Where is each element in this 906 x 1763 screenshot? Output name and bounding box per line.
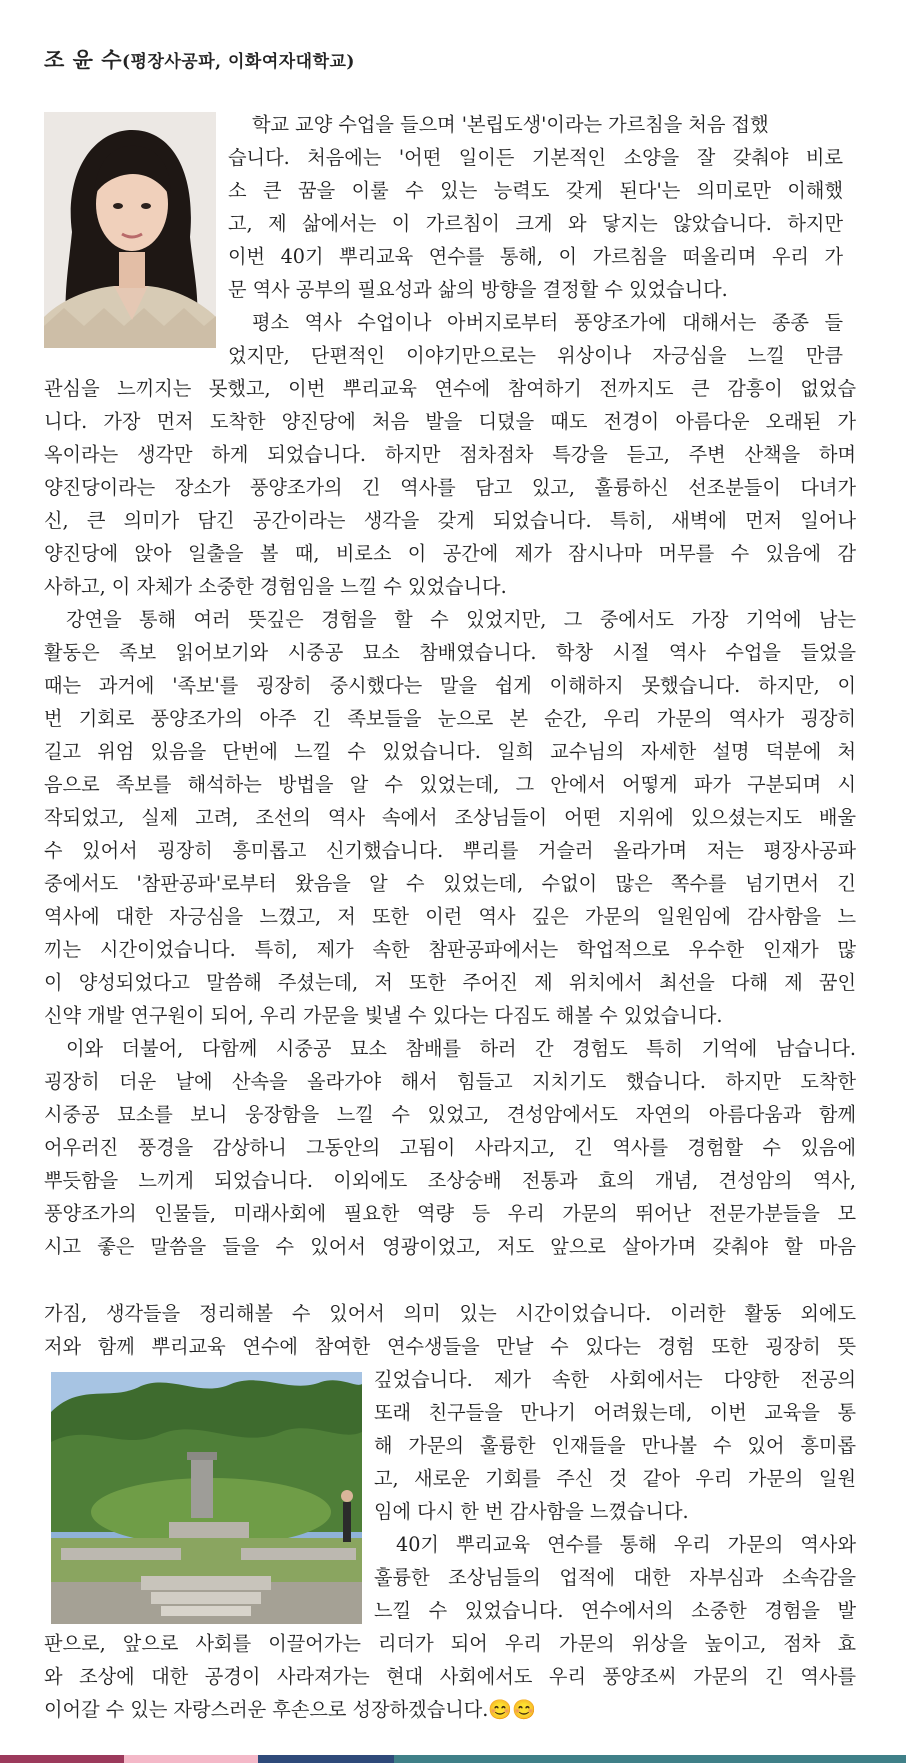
text-line: 길고 위엄 있음을 단번에 느낄 수 있었습니다. 일희 교수님의 자세한 설명 덕분에 처 <box>44 740 856 763</box>
author-name: 조 윤 수 <box>44 47 122 72</box>
text-line: 신, 큰 의미가 담긴 공간이라는 생각을 갖게 되었습니다. 특히, 새벽에 먼저 일어나 <box>44 509 856 532</box>
text-line: 어우러진 풍경을 감상하니 그동안의 고됨이 사라지고, 긴 역사를 경험할 수 있음에 <box>44 1136 856 1159</box>
text-line: 었지만, 단편적인 이야기만으로는 위상이나 자긍심을 느낄 만큼 <box>228 344 843 367</box>
text-line: 때는 과거에 '족보'를 굉장히 중시했다는 말을 쉽게 이해하지 못했습니다. 하지만, 이 <box>44 674 856 697</box>
text-line: 수 있어서 굉장히 흥미롭고 신기했습니다. 뿌리를 거슬러 올라가며 저는 평장사공파 <box>44 839 856 862</box>
text-line: 습니다. 처음에는 '어떤 일이든 기본적인 소양을 잘 갖춰야 비로 <box>228 146 843 169</box>
text-line: 평소 역사 수업이나 아버지로부터 풍양조가에 대해서는 종종 들 <box>252 311 843 334</box>
text-line: 관심을 느끼지는 못했고, 이번 뿌리교육 연수에 참여하기 전까지도 큰 감흥이 없었습 <box>44 377 856 400</box>
text-line: 양진당에 앉아 일출을 볼 때, 비로소 이 공간에 제가 잠시나마 머무를 수 있음에 감 <box>44 542 856 565</box>
text-line: 문 역사 공부의 필요성과 삶의 방향을 결정할 수 있었습니다. <box>228 278 728 301</box>
footer-bar-segment <box>124 1755 258 1763</box>
tomb-visit-photo <box>51 1372 362 1624</box>
text-line: 신약 개발 연구원이 되어, 우리 가문을 빛낼 수 있다는 다짐도 해볼 수 있었습니다. <box>44 1004 723 1027</box>
text-line: 저와 함께 뿌리교육 연수에 참여한 연수생들을 만날 수 있다는 경험 또한 굉장히 뜻 <box>44 1335 856 1358</box>
text-line: 시중공 묘소를 보니 웅장함을 느낄 수 있었고, 견성암에서도 자연의 아름다움과 함께 <box>44 1103 856 1126</box>
page-title <box>44 44 355 74</box>
text-line: 해 가문의 훌륭한 인재들을 만나볼 수 있어 흥미롭 <box>374 1434 856 1457</box>
author-portrait-photo <box>44 112 216 348</box>
text-line: 이 양성되었다고 말씀해 주셨는데, 저 또한 주어진 제 위치에서 최선을 다해 제 꿈인 <box>44 971 856 994</box>
text-line: 판으로, 앞으로 사회를 이끌어가는 리더가 되어 우리 가문의 위상을 높이고, 점차 효 <box>44 1632 856 1655</box>
text-line: 강연을 통해 여러 뜻깊은 경험을 할 수 있었지만, 그 중에서도 가장 기억에 남는 <box>66 608 856 631</box>
text-line: 소 큰 꿈을 이룰 수 있는 능력도 갖게 된다'는 의미로만 이해했 <box>228 179 843 202</box>
text-line: 중에서도 '참판공파'로부터 왔음을 알 수 있었는데, 수없이 많은 쪽수를 넘기면서 긴 <box>44 872 856 895</box>
text-line: 뿌듯함을 느끼게 되었습니다. 이외에도 조상숭배 전통과 효의 개념, 견성암의 역사, <box>44 1169 856 1192</box>
text-line: 느낄 수 있었습니다. 연수에서의 소중한 경험을 발 <box>374 1599 856 1622</box>
text-line: 학교 교양 수업을 들으며 '본립도생'이라는 가르침을 처음 접했 <box>252 113 769 136</box>
text-line: 또래 친구들을 만나기 어려웠는데, 이번 교육을 통 <box>374 1401 856 1424</box>
text-line: 이번 40기 뿌리교육 연수를 통해, 이 가르침을 떠올리며 우리 가 <box>228 245 843 268</box>
author-affiliation: (평장사공파, 이화여자대학교) <box>121 52 355 72</box>
text-line: 고, 새로운 기회를 주신 것 같아 우리 가문의 일원 <box>374 1467 856 1490</box>
text-line: 훌륭한 조상님들의 업적에 대한 자부심과 소속감을 <box>374 1566 856 1589</box>
text-line: 활동은 족보 읽어보기와 시중공 묘소 참배였습니다. 학창 시절 역사 수업을 들었을 <box>44 641 856 664</box>
footer-bar-segment <box>394 1755 906 1763</box>
text-line: 번 기회로 풍양조가의 아주 긴 족보들을 눈으로 본 순간, 우리 가문의 역사가 굉장히 <box>44 707 856 730</box>
text-line: 이와 더불어, 다함께 시중공 묘소 참배를 하러 간 경험도 특히 기억에 남습니다. <box>66 1037 856 1060</box>
text-line: 가짐, 생각들을 정리해볼 수 있어서 의미 있는 시간이었습니다. 이러한 활동 외에도 <box>44 1302 856 1325</box>
text-line: 깊었습니다. 제가 속한 사회에서는 다양한 전공의 <box>374 1368 856 1391</box>
text-line: 니다. 가장 먼저 도착한 양진당에 처음 발을 디뎠을 때도 전경이 아름다운 오래된 가 <box>44 410 856 433</box>
text-line: 40기 뿌리교육 연수를 통해 우리 가문의 역사와 <box>396 1533 856 1556</box>
text-line: 옥이라는 생각만 하게 되었습니다. 하지만 점차점차 특강을 듣고, 주변 산책을 하며 <box>44 443 856 466</box>
text-line: 임에 다시 한 번 감사함을 느꼈습니다. <box>374 1500 689 1523</box>
text-line: 와 조상에 대한 공경이 사라져가는 현대 사회에서도 우리 풍양조씨 가문의 긴 역사를 <box>44 1665 856 1688</box>
text-line: 음으로 족보를 해석하는 방법을 알 수 있었는데, 그 안에서 어떻게 파가 구분되며 시 <box>44 773 856 796</box>
text-line: 고, 제 삶에서는 이 가르침이 크게 와 닿지는 않았습니다. 하지만 <box>228 212 843 235</box>
text-line: 역사에 대한 자긍심을 느꼈고, 저 또한 이런 역사 깊은 가문의 일원임에 감사함을 느 <box>44 905 856 928</box>
footer-bar-segment <box>258 1755 394 1763</box>
text-line: 양진당이라는 장소가 풍양조가의 긴 역사를 담고 있고, 훌륭하신 선조분들이 다녀가 <box>44 476 856 499</box>
text-line: 작되었고, 실제 고려, 조선의 역사 속에서 조상님들이 어떤 지위에 있으셨는지도 배울 <box>44 806 856 829</box>
text-line: 끼는 시간이었습니다. 특히, 제가 속한 참판공파에서는 학업적으로 우수한 인재가 많 <box>44 938 856 961</box>
footer-bar-segment <box>0 1755 124 1763</box>
text-line: 사하고, 이 자체가 소중한 경험임을 느낄 수 있었습니다. <box>44 575 507 598</box>
text-line: 시고 좋은 말씀을 들을 수 있어서 영광이었고, 저도 앞으로 살아가며 갖춰야 할 마음 <box>44 1235 856 1258</box>
text-line: 풍양조가의 인물들, 미래사회에 필요한 역량 등 우리 가문의 뛰어난 전문가분들을 모 <box>44 1202 856 1225</box>
text-line: 이어갈 수 있는 자랑스러운 후손으로 성장하겠습니다.😊😊 <box>44 1698 537 1721</box>
text-line: 굉장히 더운 날에 산속을 올라가야 해서 힘들고 지치기도 했습니다. 하지만 도착한 <box>44 1070 856 1093</box>
